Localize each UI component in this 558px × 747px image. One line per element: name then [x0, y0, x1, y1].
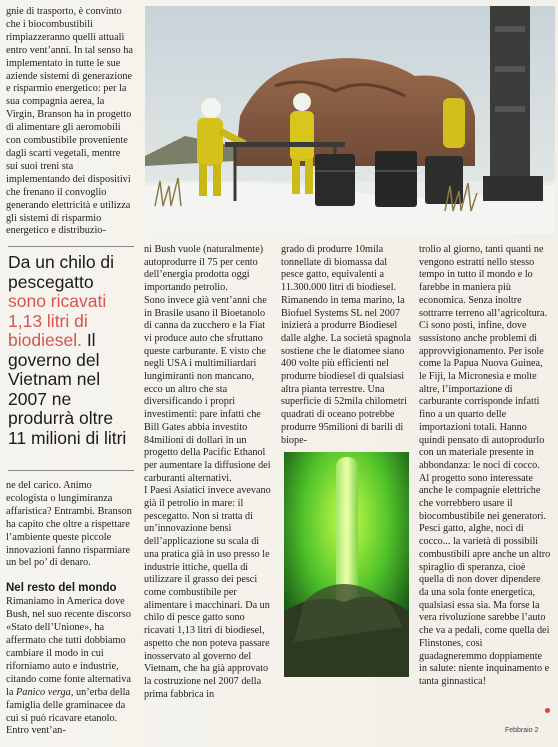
- pull-quote-highlight: sono ricavati 1,13 litri di biodiesel.: [8, 291, 107, 350]
- paragraph: ni Bush vuole (naturalmente) autoprodurre il 75 per cento dell’energia prodotta oggi importando petrolio.: [144, 244, 264, 294]
- column-1-top: [6, 6, 134, 238]
- paragraph: trolio al giorno, tanti quanti ne vengono estratti nello stesso tempo in tutto il mondo e lo farebbe in maniera più economica. Senza inoltre sottrarre terreno all’agricoltura. Ci sono posti, infine, dove sussistono anche problemi di approvvigionamento. Per isole come la Papua Nuova Guinea, le Fiji, la Micronesia e molte altre, l’importazione di carburante corrisponde infatti fino a un quarto delle importazioni totali. Hanno quindi pensato di autoprodurlo con un materiale presente in abbondanza: le noci di cocco. Al progetto sono interessate anche le compagnie elettriche che vorrebbero usare il biocombustibile nei generatori. Pesci gatto, alghe, noci di cocco... la varietà di possibili combustibili apre anche un altro spiraglio di speranza, cioè quella di non dover dipendere da una sola fonte energetica, qualsiasi essa sia. Ma forse la vera rivoluzione sarebbe l’auto che va a pedali, come quella dei Flinstones, così guadagneremmo doppiamente in salute: niente inquinamento e tanta ginnastica!: [419, 244, 551, 687]
- pull-quote-text: Il governo del Vietnam nel 2007 ne produrrà oltre 11 milioni di litri: [8, 330, 127, 448]
- photo-illustration: [284, 452, 409, 677]
- paragraph-text: Rimaniamo in America dove Bush, nel suo recente discorso «Stato dell’Unione», ha affermato che tutti dobbiamo cambiare il modo in cui riforniamo auto e industrie, citando come fonte alternativa la: [6, 596, 131, 698]
- pull-quote: [8, 253, 136, 448]
- column-2: [144, 244, 274, 701]
- plant-name: Panico verga: [16, 686, 71, 698]
- photo-illustration: [145, 6, 555, 234]
- photo-workers-barrels: [145, 6, 555, 234]
- paragraph: I Paesi Asiatici invece avevano già il petrolio in mare: il pescegatto. Non si tratta di un’innovazione bensì dell’applicazione su scala di una pratica già in uso presso le industrie ittiche, quella di utilizzare il grasso dei pesci come combustibile per alimentare i macchinari. Da un chilo di pesce gatto sono ricavati 1,13 litri di biodiesel, aspetto che non poteva passare inosservato al governo del Vietnam, che ha già approvato la costruzione nel 2007 della prima fabbrica in: [144, 485, 271, 700]
- paragraph: Sono invece già vent’anni che in Brasile usano il Bioetanolo di canna da zucchero e la Fiat vi produce auto che sfruttano queste carburante. E visto che negli USA i multimiliardari lungimiranti non mancano, ecco un altro che sta diversificando i propri investimenti: pare infatti che Bill Gates abbia investito 84milioni di dollari in un progetto della Pacific Ethanol per aumentare la diffusione dei carburanti alternativi.: [144, 294, 271, 484]
- section-heading: Nel resto del mondo: [6, 582, 117, 595]
- column-1-bottom: [6, 480, 134, 738]
- end-mark: [545, 708, 550, 713]
- paragraph: grado di produrre 10mila tonnellate di biomassa dal pesce gatto, equivalenti a 11.300.000 litri di biodiesel.: [281, 244, 397, 294]
- photo-test-tube: [284, 452, 409, 677]
- paragraph-text: , un’erba della famiglia delle graminacee da cui si può ricavare etanolo. Entro vent’an-: [6, 686, 131, 737]
- column-4: [419, 244, 551, 689]
- paragraph: gnie di trasporto, è convinto che i biocombustibili rimpiazzeranno quelli attuali entro vent’anni. In tal senso ha implementato in tutte le sue aziende sistemi di generazione e risparmio energetico: per la sua compagnia aerea, la Virgin, Branson ha in progetto di alimentare gli aeromobili con combustibile proveniente dagli scarti vegetali, mentre sui suoi treni sta implementando dei dispositivi che frenano il convoglio generando elettricità e utilizza gli sistemi di risparmio energetico e distribuzio-: [6, 6, 133, 237]
- page-footer: Febbraio 2: [505, 727, 539, 734]
- pull-quote-text: Da un chilo di pescegatto: [8, 252, 115, 292]
- paragraph: [6, 596, 134, 738]
- divider: [8, 246, 134, 247]
- paragraph: ne del carico. Animo ecologista o lungimiranza affaristica? Entrambi. Branson ha capito che oltre a rispettare l’ambiente queste piccole innovazioni fanno risparmiare un bel po’ di denaro.: [6, 480, 132, 569]
- paragraph: Rimanendo in tema marino, la Biofuel Systems SL nel 2007 inizierà a produrre Biodiesel dalle alghe. La società spagnola sostiene che le diatomee siano 400 volte più efficienti nel produrre biodiesel di qualsiasi altra pianta terrestre. Una superficie di 52mila chilometri quadrati di oceano potrebbe produrre 95milioni di barili di biope-: [281, 294, 411, 446]
- divider: [8, 470, 134, 471]
- column-3: [281, 244, 412, 447]
